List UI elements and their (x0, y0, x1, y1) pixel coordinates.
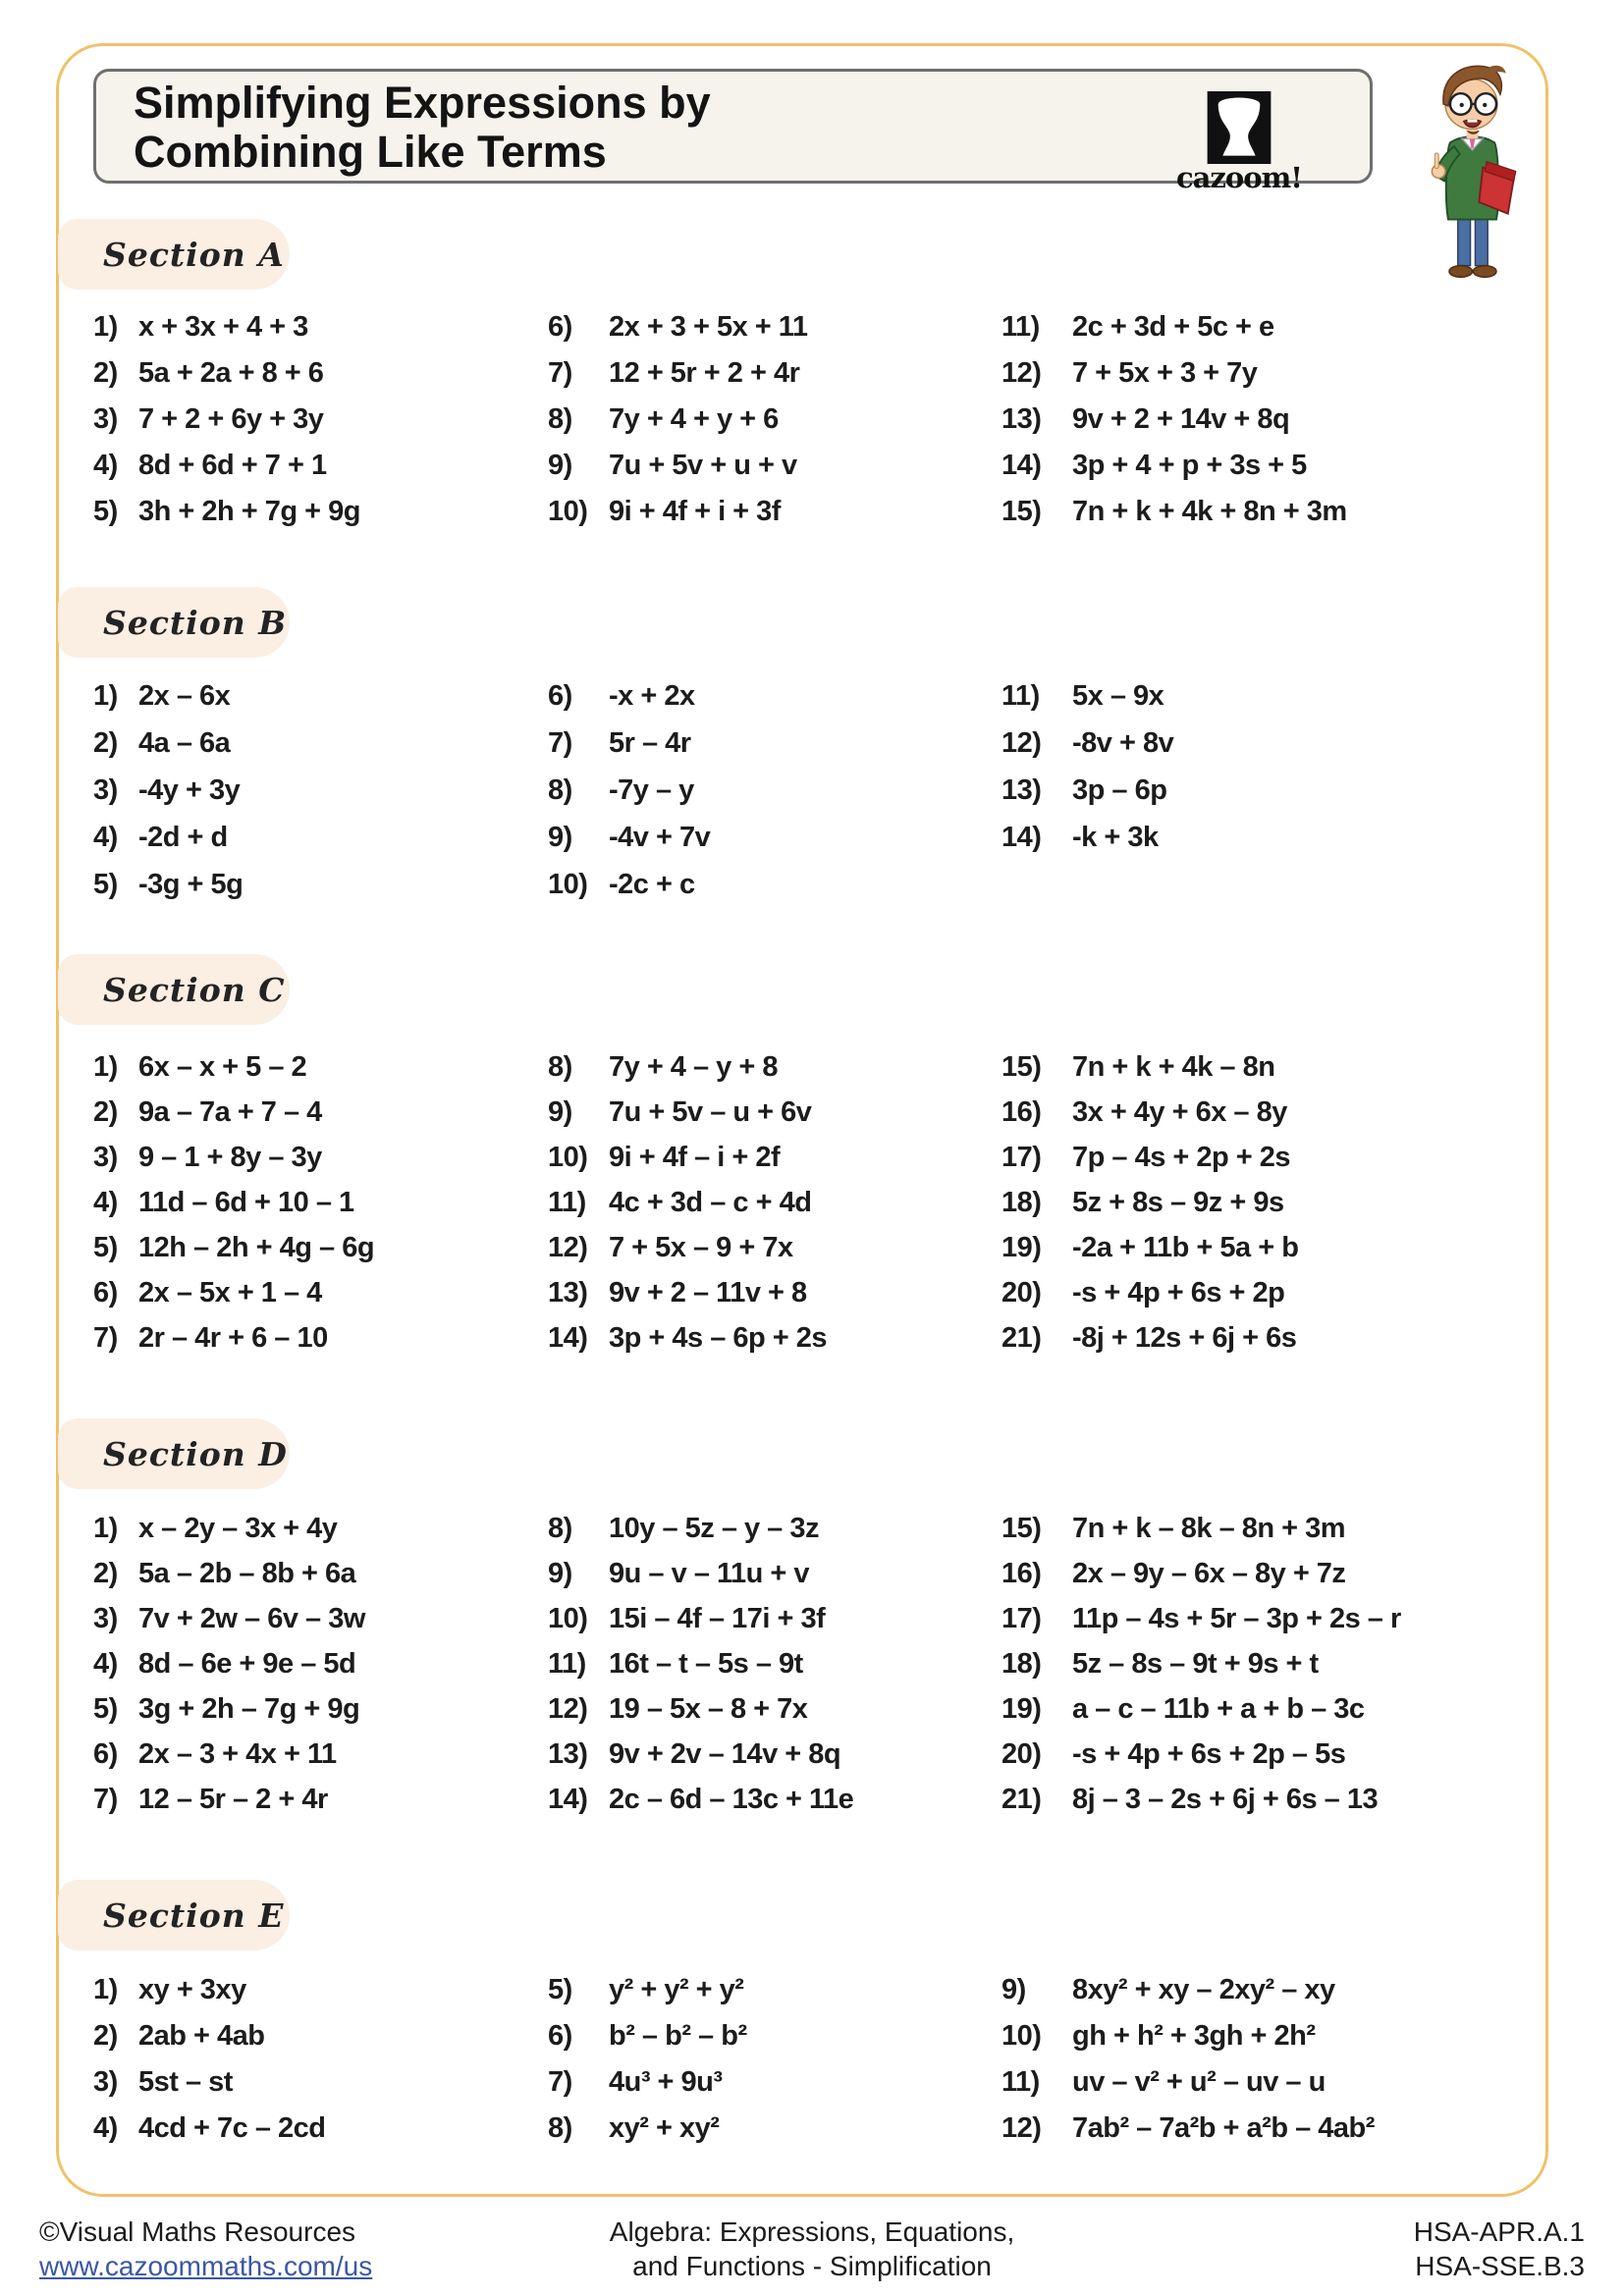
item-number: 15) (1001, 1512, 1042, 1544)
exercise-item (93, 1270, 322, 1315)
item-expression: -2d + d (138, 821, 228, 853)
item-expression: 7n + k – 8k – 8n + 3m (1072, 1512, 1346, 1544)
item-number: 9) (548, 450, 572, 481)
item-number: 8) (548, 1512, 572, 1544)
item-expression: 10y – 5z – y – 3z (609, 1512, 819, 1544)
exercise-item (93, 1686, 359, 1732)
item-expression: -8v + 8v (1072, 726, 1174, 759)
item-number: 2) (93, 357, 118, 389)
exercise-item (1001, 767, 1166, 814)
item-expression: 2ab + 4ab (138, 2020, 265, 2052)
section-header-a (58, 219, 290, 290)
item-expression: 9v + 2 – 11v + 8 (609, 1276, 807, 1308)
item-expression: 7y + 4 – y + 8 (609, 1050, 778, 1083)
exercise-item (93, 1551, 355, 1596)
exercise-item (1001, 489, 1347, 535)
item-expression: 2r – 4r + 6 – 10 (138, 1321, 328, 1354)
section-label: Section B (103, 603, 288, 642)
item-expression: 4cd + 7c – 2cd (138, 2112, 326, 2144)
exercise-item (93, 489, 360, 535)
item-expression: 3g + 2h – 7g + 9g (138, 1692, 360, 1725)
exercise-item (548, 1044, 778, 1090)
exercise-item (1001, 1732, 1345, 1777)
item-number: 19) (1001, 1692, 1042, 1725)
exercise-item (93, 1732, 337, 1777)
item-expression: 8d – 6e + 9e – 5d (138, 1647, 356, 1680)
item-number: 11) (1001, 679, 1040, 712)
item-number: 4) (93, 450, 118, 481)
item-number: 1) (93, 311, 118, 343)
standard-code-2: HSA-SSE.B.3 (1415, 2251, 1585, 2281)
item-expression: 2x – 6x (138, 679, 231, 712)
item-number: 20) (1001, 1737, 1042, 1770)
exercise-item (93, 304, 308, 350)
footer-topic-line-2: and Functions - Simplification (632, 2251, 992, 2281)
page-title (134, 79, 711, 177)
item-expression: 5a + 2a + 8 + 6 (138, 357, 324, 389)
item-expression: 5x – 9x (1072, 679, 1164, 712)
item-expression: 2c + 3d + 5c + e (1072, 311, 1274, 343)
exercise-item (548, 304, 807, 350)
exercise-item (548, 672, 695, 720)
item-expression: 3p + 4s – 6p + 2s (609, 1321, 828, 1354)
item-number: 8) (548, 2112, 572, 2144)
exercise-item (1001, 1777, 1378, 1822)
item-number: 14) (1001, 450, 1042, 481)
item-expression: gh + h² + 3gh + 2h² (1072, 2020, 1316, 2052)
item-number: 2) (93, 726, 118, 759)
exercise-item (548, 443, 797, 489)
exercise-item (93, 1777, 328, 1822)
item-number: 7) (93, 1783, 118, 1815)
exercise-item (93, 1506, 337, 1551)
item-number: 12) (548, 1231, 588, 1263)
item-number: 10) (1001, 2020, 1042, 2052)
item-expression: 9 – 1 + 8y – 3y (138, 1141, 322, 1173)
exercise-item (1001, 1044, 1274, 1090)
exercise-item (93, 2013, 265, 2059)
item-number: 9) (548, 1095, 572, 1128)
item-expression: 2c – 6d – 13c + 11e (609, 1783, 854, 1815)
item-number: 15) (1001, 1050, 1042, 1083)
exercise-item (93, 1967, 246, 2013)
item-number: 16) (1001, 1557, 1042, 1589)
item-expression: 3p + 4 + p + 3s + 5 (1072, 450, 1307, 481)
item-expression: 8j – 3 – 2s + 6j + 6s – 13 (1072, 1783, 1379, 1815)
item-expression: 7u + 5v + u + v (609, 450, 797, 481)
item-number: 18) (1001, 1647, 1042, 1680)
exercise-item (548, 1135, 780, 1180)
item-expression: -s + 4p + 6s + 2p – 5s (1072, 1737, 1346, 1770)
item-number: 13) (548, 1276, 588, 1308)
exercise-item (548, 720, 691, 767)
item-expression: -8j + 12s + 6j + 6s (1072, 1321, 1297, 1354)
item-number: 13) (1001, 774, 1042, 806)
item-expression: 5z + 8s – 9z + 9s (1072, 1186, 1284, 1218)
exercise-item (1001, 2106, 1375, 2152)
item-expression: 4c + 3d – c + 4d (609, 1186, 812, 1218)
exercise-item (93, 1225, 374, 1270)
item-expression: 19 – 5x – 8 + 7x (609, 1692, 808, 1725)
item-expression: uv – v² + u² – uv – u (1072, 2066, 1326, 2098)
item-number: 4) (93, 2112, 118, 2144)
item-expression: 7ab² – 7a²b + a²b – 4ab² (1072, 2112, 1375, 2144)
item-number: 7) (548, 726, 572, 759)
item-number: 5) (93, 1231, 118, 1263)
item-number: 2) (93, 2020, 118, 2052)
item-number: 6) (548, 311, 572, 343)
item-number: 7) (548, 357, 572, 389)
item-expression: 12h – 2h + 4g – 6g (138, 1231, 375, 1263)
cazoom-logo (1156, 91, 1323, 194)
exercise-item (93, 2106, 326, 2152)
item-number: 15) (1001, 496, 1042, 527)
item-number: 12) (1001, 357, 1042, 389)
item-expression: 7p – 4s + 2p + 2s (1072, 1141, 1291, 1173)
exercise-item (93, 1641, 355, 1686)
item-expression: 15i – 4f – 17i + 3f (609, 1602, 826, 1634)
exercise-item (1001, 350, 1257, 397)
section-label: Section E (103, 1896, 285, 1935)
teacher-illustration (1396, 54, 1548, 294)
item-number: 20) (1001, 1276, 1042, 1308)
item-expression: 2x + 3 + 5x + 11 (609, 311, 808, 343)
item-number: 16) (1001, 1095, 1042, 1128)
footer-credit (39, 2215, 372, 2283)
item-number: 6) (93, 1276, 118, 1308)
item-number: 17) (1001, 1141, 1042, 1173)
exercise-item (1001, 443, 1307, 489)
item-expression: 9u – v – 11u + v (609, 1557, 810, 1589)
item-number: 5) (93, 868, 118, 900)
item-expression: 5r – 4r (609, 726, 691, 759)
item-number: 5) (93, 1692, 118, 1725)
item-number: 6) (548, 679, 572, 712)
exercise-item (93, 1044, 306, 1090)
exercise-item (1001, 1225, 1298, 1270)
item-number: 17) (1001, 1602, 1042, 1634)
footer-standards (1414, 2215, 1585, 2283)
item-expression: 3p – 6p (1072, 774, 1167, 806)
item-number: 7) (93, 1321, 118, 1354)
exercise-item (548, 767, 694, 814)
exercise-item (548, 350, 799, 397)
section-label: Section C (103, 970, 286, 1009)
section-header-d (58, 1418, 290, 1489)
exercise-item (548, 1641, 803, 1686)
item-expression: 7n + k + 4k – 8n (1072, 1050, 1275, 1083)
title-box (93, 69, 1373, 194)
standard-code-1: HSA-APR.A.1 (1413, 2216, 1585, 2247)
copyright-text: ©Visual Maths Resources (39, 2216, 356, 2247)
item-expression: 2x – 9y – 6x – 8y + 7z (1072, 1557, 1346, 1589)
item-expression: 9a – 7a + 7 – 4 (138, 1095, 322, 1128)
item-expression: -4v + 7v (609, 821, 711, 853)
exercise-item (548, 1090, 811, 1135)
item-expression: 7v + 2w – 6v – 3w (138, 1602, 365, 1634)
item-number: 5) (548, 1974, 572, 2005)
item-number: 19) (1001, 1231, 1042, 1263)
exercise-item (1001, 1967, 1335, 2013)
exercise-item (93, 672, 230, 720)
item-number: 9) (548, 1557, 572, 1589)
item-number: 12) (548, 1692, 588, 1725)
item-number: 14) (548, 1783, 588, 1815)
section-label: Section A (103, 235, 285, 274)
cazoom-logo-text: cazoom! (1175, 161, 1303, 194)
item-expression: 7 + 5x + 3 + 7y (1072, 357, 1258, 389)
item-number: 5) (93, 496, 118, 527)
item-number: 3) (93, 2066, 118, 2098)
exercise-item (548, 489, 781, 535)
item-expression: 9i + 4f – i + 2f (609, 1141, 781, 1173)
item-number: 4) (93, 1647, 118, 1680)
item-expression: 16t – t – 5s – 9t (609, 1647, 803, 1680)
item-number: 2) (93, 1095, 118, 1128)
exercise-item (93, 861, 243, 908)
item-expression: 2x – 3 + 4x + 11 (138, 1737, 337, 1770)
exercise-item (93, 1180, 354, 1225)
section-header-e (58, 1880, 290, 1950)
exercise-item (93, 767, 240, 814)
exercise-item (93, 1315, 328, 1361)
item-number: 13) (1001, 403, 1042, 435)
exercise-item (548, 861, 695, 908)
item-expression: -k + 3k (1072, 821, 1159, 853)
item-number: 9) (1001, 1974, 1026, 2005)
item-number: 7) (548, 2066, 572, 2098)
exercise-item (93, 1596, 365, 1641)
exercise-item (1001, 1506, 1345, 1551)
footer-topic-line-1: Algebra: Expressions, Equations, (609, 2216, 1015, 2247)
exercise-item (1001, 1090, 1287, 1135)
title-line-2: Combining Like Terms (134, 127, 607, 177)
item-expression: 12 – 5r – 2 + 4r (138, 1783, 328, 1815)
item-number: 1) (93, 1974, 118, 2005)
exercise-item (548, 2059, 723, 2106)
exercise-item (1001, 397, 1289, 443)
exercise-item (93, 1090, 322, 1135)
item-number: 14) (548, 1321, 588, 1354)
item-expression: 11d – 6d + 10 – 1 (138, 1186, 354, 1218)
item-expression: 5z – 8s – 9t + 9s + t (1072, 1647, 1319, 1680)
item-number: 8) (548, 403, 572, 435)
item-number: 3) (93, 403, 118, 435)
exercise-item (548, 1596, 825, 1641)
exercise-item (93, 720, 230, 767)
item-expression: 8d + 6d + 7 + 1 (138, 450, 327, 481)
exercise-item (548, 397, 779, 443)
item-expression: a – c – 11b + a + b – 3c (1072, 1692, 1365, 1725)
item-number: 12) (1001, 2112, 1042, 2144)
item-expression: x – 2y – 3x + 4y (138, 1512, 338, 1544)
item-expression: 7 + 5x – 9 + 7x (609, 1231, 793, 1263)
item-expression: 6x – x + 5 – 2 (138, 1050, 307, 1083)
item-expression: 7u + 5v – u + 6v (609, 1095, 812, 1128)
item-number: 12) (1001, 726, 1042, 759)
exercise-item (1001, 1135, 1290, 1180)
item-number: 11) (548, 1186, 586, 1218)
exercise-item (548, 1270, 807, 1315)
title-line-1: Simplifying Expressions by (134, 78, 711, 128)
exercise-item (548, 1732, 840, 1777)
exercise-item (1001, 672, 1164, 720)
item-expression: -2c + c (609, 868, 695, 900)
item-expression: y² + y² + y² (609, 1974, 744, 2005)
item-expression: 9v + 2 + 14v + 8q (1072, 403, 1290, 435)
item-expression: 2x – 5x + 1 – 4 (138, 1276, 322, 1308)
item-expression: -3g + 5g (138, 868, 244, 900)
item-expression: -4y + 3y (138, 774, 241, 806)
exercise-item (548, 1225, 793, 1270)
item-number: 3) (93, 774, 118, 806)
exercise-item (1001, 1686, 1365, 1732)
item-expression: 3x + 4y + 6x – 8y (1072, 1095, 1287, 1128)
exercise-item (93, 1135, 322, 1180)
exercise-item (93, 814, 228, 861)
exercise-item (1001, 1315, 1296, 1361)
exercise-item (93, 2059, 233, 2106)
item-expression: 9i + 4f + i + 3f (609, 496, 781, 527)
item-expression: -x + 2x (609, 679, 695, 712)
item-number: 3) (93, 1602, 118, 1634)
item-number: 1) (93, 679, 118, 712)
item-expression: 8xy² + xy – 2xy² – xy (1072, 1974, 1335, 2005)
exercise-item (548, 2013, 747, 2059)
exercise-item (548, 1506, 819, 1551)
item-number: 6) (548, 2020, 572, 2052)
section-header-b (58, 587, 290, 658)
exercise-item (1001, 814, 1159, 861)
section-label: Section D (103, 1434, 288, 1473)
item-expression: xy + 3xy (138, 1974, 246, 2005)
item-expression: 7n + k + 4k + 8n + 3m (1072, 496, 1347, 527)
exercise-item (1001, 1641, 1319, 1686)
item-number: 11) (1001, 311, 1040, 343)
exercise-item (1001, 1596, 1401, 1641)
exercise-item (1001, 304, 1274, 350)
exercise-item (548, 1777, 853, 1822)
exercise-item (548, 814, 710, 861)
exercise-item (1001, 1551, 1345, 1596)
item-number: 9) (548, 821, 572, 853)
exercise-item (548, 1551, 809, 1596)
item-number: 1) (93, 1050, 118, 1083)
item-expression: x + 3x + 4 + 3 (138, 311, 308, 343)
item-expression: 4u³ + 9u³ (609, 2066, 723, 2098)
item-number: 4) (93, 1186, 118, 1218)
website-link[interactable]: www.cazoommaths.com/us (39, 2251, 373, 2281)
exercise-item (548, 1315, 827, 1361)
item-expression: 5st – st (138, 2066, 233, 2098)
item-number: 14) (1001, 821, 1042, 853)
item-number: 4) (93, 821, 118, 853)
item-number: 18) (1001, 1186, 1042, 1218)
item-number: 2) (93, 1557, 118, 1589)
item-number: 11) (548, 1647, 586, 1680)
item-number: 8) (548, 774, 572, 806)
item-number: 10) (548, 1602, 588, 1634)
item-number: 11) (1001, 2066, 1040, 2098)
item-number: 8) (548, 1050, 572, 1083)
exercise-item (1001, 1180, 1284, 1225)
item-expression: 5a – 2b – 8b + 6a (138, 1557, 356, 1589)
item-expression: xy² + xy² (609, 2112, 720, 2144)
item-number: 10) (548, 868, 588, 900)
exercise-item (548, 1180, 811, 1225)
item-expression: -2a + 11b + 5a + b (1072, 1231, 1299, 1263)
exercise-item (548, 1967, 743, 2013)
item-expression: b² – b² – b² (609, 2020, 747, 2052)
item-expression: 4a – 6a (138, 726, 231, 759)
exercise-item (93, 443, 327, 489)
exercise-item (93, 397, 323, 443)
exercise-item (1001, 2059, 1326, 2106)
item-number: 6) (93, 1737, 118, 1770)
exercise-item (1001, 1270, 1284, 1315)
item-number: 3) (93, 1141, 118, 1173)
item-expression: 7 + 2 + 6y + 3y (138, 403, 324, 435)
section-header-c (58, 954, 290, 1025)
exercise-item (1001, 2013, 1316, 2059)
item-expression: 3h + 2h + 7g + 9g (138, 496, 361, 527)
exercise-item (548, 2106, 719, 2152)
item-expression: -7y – y (609, 774, 694, 806)
item-number: 13) (548, 1737, 588, 1770)
item-expression: 12 + 5r + 2 + 4r (609, 357, 800, 389)
item-expression: 9v + 2v – 14v + 8q (609, 1737, 841, 1770)
item-number: 10) (548, 496, 588, 527)
item-number: 10) (548, 1141, 588, 1173)
item-number: 1) (93, 1512, 118, 1544)
drum-icon (1207, 91, 1272, 164)
item-expression: 7y + 4 + y + 6 (609, 403, 779, 435)
item-expression: 11p – 4s + 5r – 3p + 2s – r (1072, 1602, 1401, 1634)
exercise-item (93, 350, 323, 397)
item-expression: -s + 4p + 6s + 2p (1072, 1276, 1285, 1308)
item-number: 21) (1001, 1321, 1042, 1354)
item-number: 21) (1001, 1783, 1042, 1815)
exercise-item (548, 1686, 807, 1732)
exercise-item (1001, 720, 1173, 767)
